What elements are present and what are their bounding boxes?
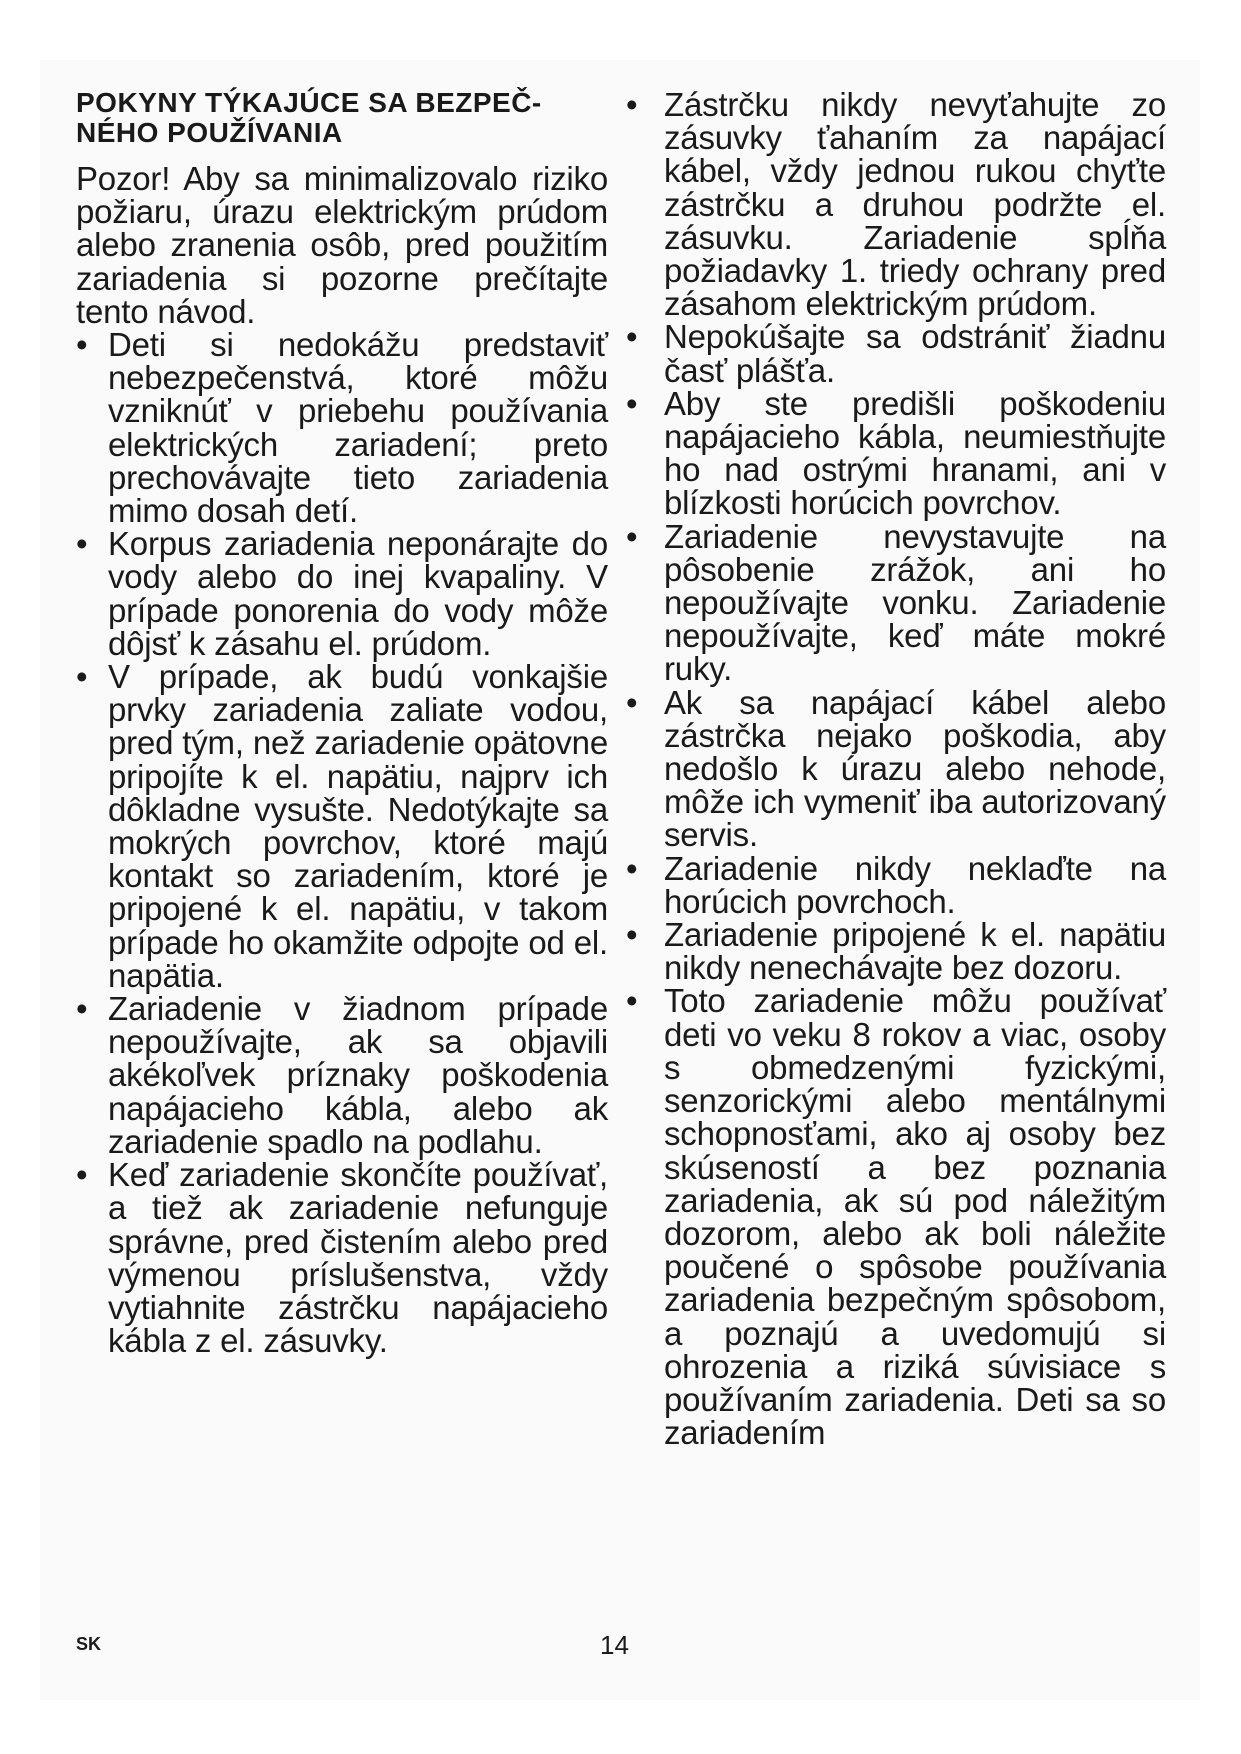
bullet-icon: • xyxy=(76,525,88,563)
list-item-text: Zariadenie v žiadnom prípade nepoužívajte, ak sa objavili akékoľvek príznaky poškodenia napájacieho kábla, alebo ak zariadenie spadlo na podlahu. xyxy=(108,990,608,1160)
list-item xyxy=(76,527,608,660)
list-item-text: Zariadenie pripojené k el. napätiu nikdy nenechávajte bez dozoru. xyxy=(664,916,1166,987)
list-item xyxy=(626,849,1166,920)
right-bullet-list xyxy=(626,86,1166,1452)
list-item xyxy=(626,86,1166,323)
list-item-text: Keď zariadenie skončíte používať, a tiež ak zariadenie nefunguje správne, pred čistením alebo pred výmenou príslušenstva, vždy vytiahnite zástrčku napájacieho kábla z el. zásuvky. xyxy=(108,1156,608,1360)
bullet-icon: • xyxy=(626,849,638,887)
section-heading: POKYNY TÝKAJÚCE SA BEZPEČ- NÉHO POUŽÍVANIA xyxy=(76,87,542,148)
bullet-icon: • xyxy=(76,990,88,1028)
bullet-icon: • xyxy=(626,517,638,555)
bullet-icon: • xyxy=(76,658,88,696)
bullet-icon: • xyxy=(626,318,638,356)
list-item-text: Toto zariadenie môžu používať deti vo veku 8 rokov a viac, osoby s obmedzenými fyzickými, senzorickými alebo mentálnymi schopnosťami, ako aj osoby bez skúseností a bez poznania zariadenia, ak sú pod náležitým dozorom, alebo ak boli náležite poučené o spôsobe používania zariadenia bezpečným spôsobom, a poznajú a uvedomujú si ohrozenia a riziká súvisiace s používaním zariadenia. Deti sa so zariadením xyxy=(664,982,1166,1452)
list-item-text: Aby ste predišli poškodeniu napájacieho kábla, neumiestňujte ho nad ostrými hranami, ani v blízkosti horúcich povrchov. xyxy=(664,384,1166,522)
list-item-text: Zariadenie nikdy neklaďte na horúcich povrchoch. xyxy=(664,849,1166,920)
bullet-icon: • xyxy=(76,326,88,364)
bullet-icon: • xyxy=(626,916,638,954)
list-item-text: Deti si nedokážu predstaviť nebezpečenstvá, ktoré môžu vzniknúť v priebehu používania elektrických zariadení; preto prechovávajte tieto zariadenia mimo dosah detí. xyxy=(108,326,608,530)
bullet-icon: • xyxy=(626,86,638,123)
right-column xyxy=(626,86,1166,1452)
left-column xyxy=(76,87,608,1360)
page xyxy=(40,60,1200,1700)
list-item xyxy=(76,992,608,1158)
list-item xyxy=(76,660,608,992)
page-number: 14 xyxy=(600,1630,629,1660)
bullet-icon: • xyxy=(626,384,638,422)
bullet-icon: • xyxy=(626,683,638,721)
left-bullet-list xyxy=(76,326,608,1360)
list-item-text: V prípade, ak budú vonkajšie prvky zariadenia zaliate vodou, pred tým, než zariadenie opätovne pripojíte k el. napätiu, najprv ich dôkladne vysušte. Nedotýkajte sa mokrých povrchov, ktoré majú kontakt so zariadením, ktoré je pripojené k el. napätiu, v takom prípade ho okamžite odpojte od el. napätia. xyxy=(108,658,608,994)
list-item xyxy=(76,1156,608,1360)
intro-paragraph: Pozor! Aby sa minimalizovalo riziko požiaru, úrazu elektrickým prúdom alebo zranenia osôb, pred použitím zariadenia si pozorne prečítajte tento návod. xyxy=(76,160,608,330)
list-item xyxy=(626,683,1166,854)
bullet-icon: • xyxy=(626,982,638,1020)
list-item xyxy=(626,517,1166,688)
list-item-text: Nepokúšajte sa odstrániť žiadnu časť plášťa. xyxy=(664,318,1166,389)
bullet-icon: • xyxy=(76,1156,88,1194)
list-item xyxy=(626,384,1166,522)
list-item xyxy=(626,982,1166,1452)
list-item-text: Zariadenie nevystavujte na pôsobenie zrážok, ani ho nepoužívajte vonku. Zariadenie nepoužívajte, keď máte mokré ruky. xyxy=(664,517,1166,688)
list-item xyxy=(626,318,1166,389)
list-item-text: Korpus zariadenia neponárajte do vody alebo do inej kvapaliny. V prípade ponorenia do vody môže dôjsť k zásahu el. prúdom. xyxy=(108,525,608,662)
list-item xyxy=(626,916,1166,987)
language-code: SK xyxy=(76,1634,102,1654)
list-item-text: Zástrčku nikdy nevyťahujte zo zásuvky ťahaním za napájací kábel, vždy jednou rukou chyťte zástrčku a druhou podržte el. zásuvku. Zariadenie spĺňa požiadavky 1. triedy ochrany pred zásahom elektrickým prúdom. xyxy=(664,86,1166,323)
list-item-text: Ak sa napájací kábel alebo zástrčka nejako poškodia, aby nedošlo k úrazu alebo nehode, môže ich vymeniť iba autorizovaný servis. xyxy=(664,683,1166,854)
list-item xyxy=(76,326,608,530)
